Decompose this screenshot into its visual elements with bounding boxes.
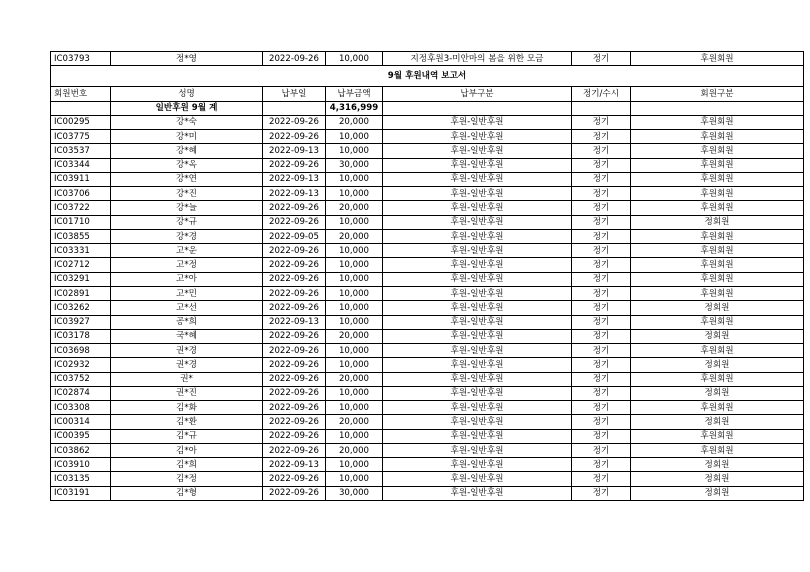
member-id-cell: IC03291 — [51, 272, 111, 286]
frequency-cell: 정기 — [572, 187, 631, 201]
header-payment-amount: 납부금액 — [326, 87, 383, 101]
payment-date-cell: 2022-09-26 — [263, 401, 326, 415]
member-id-cell: IC03911 — [51, 172, 111, 186]
payment-date-cell: 2022-09-13 — [263, 172, 326, 186]
member-id-cell: IC02874 — [51, 386, 111, 400]
member-name-cell: 김*환 — [111, 415, 263, 429]
table-row — [51, 344, 804, 358]
payment-date-cell: 2022-09-13 — [263, 144, 326, 158]
payment-type-cell: 후원-일반후원 — [383, 229, 572, 243]
member-id-cell: IC02712 — [51, 258, 111, 272]
frequency-cell: 정기 — [572, 215, 631, 229]
payment-type-cell: 후원-일반후원 — [383, 372, 572, 386]
table-row — [51, 187, 804, 201]
payment-amount-cell: 10,000 — [326, 244, 383, 258]
member-id-cell: IC00314 — [51, 415, 111, 429]
member-name-cell: 고*아 — [111, 272, 263, 286]
member-name-cell: 공*희 — [111, 315, 263, 329]
payment-amount-cell: 10,000 — [326, 52, 383, 66]
payment-type-cell: 후원-일반후원 — [383, 286, 572, 300]
frequency-cell: 정기 — [572, 258, 631, 272]
payment-amount-cell: 10,000 — [326, 315, 383, 329]
header-frequency: 정기/수시 — [572, 87, 631, 101]
table-row — [51, 258, 804, 272]
member-name-cell: 권*진 — [111, 386, 263, 400]
payment-amount-cell: 20,000 — [326, 443, 383, 457]
frequency-cell: 정기 — [572, 401, 631, 415]
member-name-cell: 권* — [111, 372, 263, 386]
payment-amount-cell: 10,000 — [326, 272, 383, 286]
payment-date-cell: 2022-09-13 — [263, 187, 326, 201]
frequency-cell: 정기 — [572, 286, 631, 300]
member-name-cell: 강*혜 — [111, 144, 263, 158]
payment-amount-cell: 10,000 — [326, 472, 383, 486]
frequency-cell: 정기 — [572, 52, 631, 66]
payment-date-cell: 2022-09-26 — [263, 344, 326, 358]
member-id-cell: IC03344 — [51, 158, 111, 172]
table-row — [51, 386, 804, 400]
member-id-cell: IC00295 — [51, 115, 111, 129]
payment-date-cell: 2022-09-26 — [263, 301, 326, 315]
member-id-cell: IC02891 — [51, 286, 111, 300]
payment-amount-cell: 30,000 — [326, 486, 383, 500]
payment-date-cell: 2022-09-26 — [263, 443, 326, 457]
member-grade-cell: 후원회원 — [631, 443, 804, 457]
table-row — [51, 215, 804, 229]
member-grade-cell: 후원회원 — [631, 401, 804, 415]
payment-date-cell: 2022-09-26 — [263, 201, 326, 215]
frequency-cell: 정기 — [572, 458, 631, 472]
member-grade-cell: 후원회원 — [631, 130, 804, 144]
payment-date-cell: 2022-09-26 — [263, 244, 326, 258]
member-grade-cell: 정회원 — [631, 415, 804, 429]
payment-type-cell: 후원-일반후원 — [383, 215, 572, 229]
member-id-cell: IC01710 — [51, 215, 111, 229]
member-grade-cell: 후원회원 — [631, 187, 804, 201]
payment-date-cell: 2022-09-26 — [263, 115, 326, 129]
member-grade-cell: 후원회원 — [631, 372, 804, 386]
table-row — [51, 115, 804, 129]
payment-amount-cell: 10,000 — [326, 130, 383, 144]
payment-amount-cell: 10,000 — [326, 258, 383, 272]
frequency-cell: 정기 — [572, 344, 631, 358]
member-id-cell: IC03706 — [51, 187, 111, 201]
payment-amount-cell: 10,000 — [326, 429, 383, 443]
subtotal-row — [51, 101, 804, 115]
payment-date-cell: 2022-09-26 — [263, 358, 326, 372]
frequency-cell: 정기 — [572, 115, 631, 129]
payment-date-cell: 2022-09-26 — [263, 52, 326, 66]
payment-type-cell: 후원-일반후원 — [383, 244, 572, 258]
member-id-cell: IC03722 — [51, 201, 111, 215]
member-grade-cell: 정회원 — [631, 472, 804, 486]
member-name-cell: 고*운 — [111, 244, 263, 258]
payment-amount-cell: 10,000 — [326, 172, 383, 186]
header-member-id: 회원번호 — [51, 87, 111, 101]
member-name-cell: 강*늘 — [111, 201, 263, 215]
payment-amount-cell: 10,000 — [326, 358, 383, 372]
frequency-cell: 정기 — [572, 415, 631, 429]
payment-amount-cell: 10,000 — [326, 401, 383, 415]
payment-type-cell: 후원-일반후원 — [383, 472, 572, 486]
frequency-cell: 정기 — [572, 144, 631, 158]
member-name-cell: 김*정 — [111, 472, 263, 486]
member-id-cell: IC03752 — [51, 372, 111, 386]
member-grade-cell: 정회원 — [631, 458, 804, 472]
table-row — [51, 458, 804, 472]
frequency-cell: 정기 — [572, 472, 631, 486]
header-name: 성명 — [111, 87, 263, 101]
payment-date-cell: 2022-09-26 — [263, 258, 326, 272]
table-row — [51, 329, 804, 343]
payment-date-cell: 2022-09-26 — [263, 286, 326, 300]
member-grade-cell: 정회원 — [631, 358, 804, 372]
member-id-cell: IC03262 — [51, 301, 111, 315]
payment-type-cell: 후원-일반후원 — [383, 172, 572, 186]
frequency-cell: 정기 — [572, 358, 631, 372]
table-row — [51, 472, 804, 486]
table-row — [51, 486, 804, 500]
member-grade-cell: 정회원 — [631, 215, 804, 229]
member-name-cell: 김*희 — [111, 458, 263, 472]
payment-type-cell: 후원-일반후원 — [383, 401, 572, 415]
payment-type-cell: 후원-일반후원 — [383, 201, 572, 215]
subtotal-amount: 4,316,999 — [326, 101, 383, 115]
payment-amount-cell: 10,000 — [326, 144, 383, 158]
table-row — [51, 272, 804, 286]
payment-amount-cell: 20,000 — [326, 201, 383, 215]
payment-type-cell: 후원-일반후원 — [383, 258, 572, 272]
payment-type-cell: 후원-일반후원 — [383, 415, 572, 429]
member-name-cell: 고*민 — [111, 286, 263, 300]
member-id-cell: IC02932 — [51, 358, 111, 372]
member-name-cell: 강*숙 — [111, 115, 263, 129]
payment-type-cell: 후원-일반후원 — [383, 344, 572, 358]
member-name-cell: 고*선 — [111, 301, 263, 315]
member-grade-cell: 후원회원 — [631, 244, 804, 258]
payment-type-cell: 후원-일반후원 — [383, 115, 572, 129]
payment-type-cell: 후원-일반후원 — [383, 429, 572, 443]
member-id-cell: IC03537 — [51, 144, 111, 158]
member-grade-cell: 후원회원 — [631, 344, 804, 358]
payment-type-cell: 후원-일반후원 — [383, 144, 572, 158]
member-name-cell: 권*경 — [111, 344, 263, 358]
member-id-cell: IC03178 — [51, 329, 111, 343]
payment-amount-cell: 20,000 — [326, 229, 383, 243]
payment-date-cell: 2022-09-26 — [263, 415, 326, 429]
payment-date-cell: 2022-09-05 — [263, 229, 326, 243]
member-name-cell: 김*아 — [111, 443, 263, 457]
table-row — [51, 415, 804, 429]
payment-date-cell: 2022-09-26 — [263, 386, 326, 400]
payment-amount-cell: 10,000 — [326, 386, 383, 400]
member-id-cell: IC03191 — [51, 486, 111, 500]
subtotal-label: 일반후원 9월 계 — [111, 101, 263, 115]
member-grade-cell: 후원회원 — [631, 429, 804, 443]
member-id-cell: IC03331 — [51, 244, 111, 258]
frequency-cell: 정기 — [572, 244, 631, 258]
table-row — [51, 372, 804, 386]
frequency-cell: 정기 — [572, 386, 631, 400]
frequency-cell: 정기 — [572, 201, 631, 215]
frequency-cell: 정기 — [572, 372, 631, 386]
member-name-cell: 정*영 — [111, 52, 263, 66]
member-id-cell: IC00395 — [51, 429, 111, 443]
member-id-cell: IC03927 — [51, 315, 111, 329]
payment-type-cell: 후원-일반후원 — [383, 158, 572, 172]
payment-date-cell: 2022-09-26 — [263, 272, 326, 286]
header-payment-type: 납부구분 — [383, 87, 572, 101]
payment-date-cell: 2022-09-26 — [263, 158, 326, 172]
payment-type-cell: 후원-일반후원 — [383, 458, 572, 472]
table-row — [51, 401, 804, 415]
payment-type-cell: 후원-일반후원 — [383, 486, 572, 500]
table-row — [51, 144, 804, 158]
table-row — [51, 286, 804, 300]
table-row — [51, 130, 804, 144]
payment-type-cell: 후원-일반후원 — [383, 329, 572, 343]
payment-date-cell: 2022-09-26 — [263, 429, 326, 443]
frequency-cell: 정기 — [572, 301, 631, 315]
member-name-cell: 국*혜 — [111, 329, 263, 343]
table-row — [51, 52, 804, 66]
payment-amount-cell: 20,000 — [326, 372, 383, 386]
table-row — [51, 301, 804, 315]
payment-amount-cell: 20,000 — [326, 115, 383, 129]
table-row — [51, 443, 804, 457]
payment-date-cell: 2022-09-26 — [263, 472, 326, 486]
payment-date-cell: 2022-09-13 — [263, 315, 326, 329]
payment-amount-cell: 10,000 — [326, 286, 383, 300]
frequency-cell: 정기 — [572, 315, 631, 329]
member-id-cell: IC03775 — [51, 130, 111, 144]
payment-type-cell: 후원-일반후원 — [383, 358, 572, 372]
frequency-cell: 정기 — [572, 158, 631, 172]
member-name-cell: 권*경 — [111, 358, 263, 372]
payment-type-cell: 후원-일반후원 — [383, 443, 572, 457]
member-id-cell: IC03910 — [51, 458, 111, 472]
table-row — [51, 172, 804, 186]
payment-type-cell: 후원-일반후원 — [383, 315, 572, 329]
frequency-cell: 정기 — [572, 429, 631, 443]
payment-date-cell: 2022-09-26 — [263, 130, 326, 144]
table-row — [51, 429, 804, 443]
frequency-cell: 정기 — [572, 172, 631, 186]
payment-date-cell: 2022-09-26 — [263, 372, 326, 386]
member-grade-cell: 정회원 — [631, 301, 804, 315]
table-row — [51, 358, 804, 372]
member-name-cell: 김*규 — [111, 429, 263, 443]
payment-amount-cell: 10,000 — [326, 301, 383, 315]
member-name-cell: 강*진 — [111, 187, 263, 201]
member-name-cell: 김*형 — [111, 486, 263, 500]
member-grade-cell: 후원회원 — [631, 52, 804, 66]
payment-type-cell: 후원-일반후원 — [383, 130, 572, 144]
member-grade-cell: 후원회원 — [631, 201, 804, 215]
member-id-cell: IC03308 — [51, 401, 111, 415]
member-name-cell: 강*옥 — [111, 158, 263, 172]
member-grade-cell: 후원회원 — [631, 258, 804, 272]
payment-amount-cell: 10,000 — [326, 187, 383, 201]
subtotal-empty-cell — [263, 101, 326, 115]
member-grade-cell: 후원회원 — [631, 172, 804, 186]
subtotal-empty-cell — [383, 101, 572, 115]
frequency-cell: 정기 — [572, 443, 631, 457]
table-row — [51, 201, 804, 215]
member-name-cell: 강*연 — [111, 172, 263, 186]
table-row — [51, 158, 804, 172]
frequency-cell: 정기 — [572, 329, 631, 343]
table-row — [51, 229, 804, 243]
payment-date-cell: 2022-09-26 — [263, 486, 326, 500]
subtotal-empty-cell — [631, 101, 804, 115]
payment-date-cell: 2022-09-13 — [263, 458, 326, 472]
member-name-cell: 강*경 — [111, 229, 263, 243]
member-id-cell: IC03855 — [51, 229, 111, 243]
member-grade-cell: 후원회원 — [631, 115, 804, 129]
member-name-cell: 강*미 — [111, 130, 263, 144]
payment-type-cell: 후원-일반후원 — [383, 272, 572, 286]
member-id-cell: IC03135 — [51, 472, 111, 486]
payment-date-cell: 2022-09-26 — [263, 329, 326, 343]
member-grade-cell: 후원회원 — [631, 229, 804, 243]
subtotal-empty-cell — [572, 101, 631, 115]
subtotal-empty-cell — [51, 101, 111, 115]
payment-type-cell: 후원-일반후원 — [383, 301, 572, 315]
payment-amount-cell: 10,000 — [326, 344, 383, 358]
payment-date-cell: 2022-09-26 — [263, 215, 326, 229]
member-grade-cell: 후원회원 — [631, 158, 804, 172]
frequency-cell: 정기 — [572, 229, 631, 243]
payment-amount-cell: 10,000 — [326, 458, 383, 472]
frequency-cell: 정기 — [572, 272, 631, 286]
payment-amount-cell: 20,000 — [326, 415, 383, 429]
member-name-cell: 강*규 — [111, 215, 263, 229]
header-row — [51, 87, 804, 101]
member-grade-cell: 후원회원 — [631, 144, 804, 158]
payment-amount-cell: 30,000 — [326, 158, 383, 172]
frequency-cell: 정기 — [572, 486, 631, 500]
member-grade-cell: 후원회원 — [631, 272, 804, 286]
member-grade-cell: 정회원 — [631, 386, 804, 400]
member-grade-cell: 정회원 — [631, 486, 804, 500]
header-payment-date: 납부일 — [263, 87, 326, 101]
payment-type-cell: 지정후원3-미안마의 봄을 위한 모금 — [383, 52, 572, 66]
report-title: 9월 후원내역 보고서 — [51, 66, 804, 87]
payment-amount-cell: 20,000 — [326, 329, 383, 343]
table-row — [51, 244, 804, 258]
table-row — [51, 315, 804, 329]
member-name-cell: 김*화 — [111, 401, 263, 415]
payment-type-cell: 후원-일반후원 — [383, 187, 572, 201]
member-grade-cell: 정회원 — [631, 329, 804, 343]
payment-amount-cell: 10,000 — [326, 215, 383, 229]
member-grade-cell: 후원회원 — [631, 286, 804, 300]
frequency-cell: 정기 — [572, 130, 631, 144]
member-id-cell: IC03862 — [51, 443, 111, 457]
donation-report-table — [50, 51, 804, 501]
member-name-cell: 고*정 — [111, 258, 263, 272]
member-id-cell: IC03698 — [51, 344, 111, 358]
header-member-grade: 회원구분 — [631, 87, 804, 101]
report-title-row — [51, 66, 804, 87]
member-grade-cell: 후원회원 — [631, 315, 804, 329]
member-id-cell: IC03793 — [51, 52, 111, 66]
payment-type-cell: 후원-일반후원 — [383, 386, 572, 400]
